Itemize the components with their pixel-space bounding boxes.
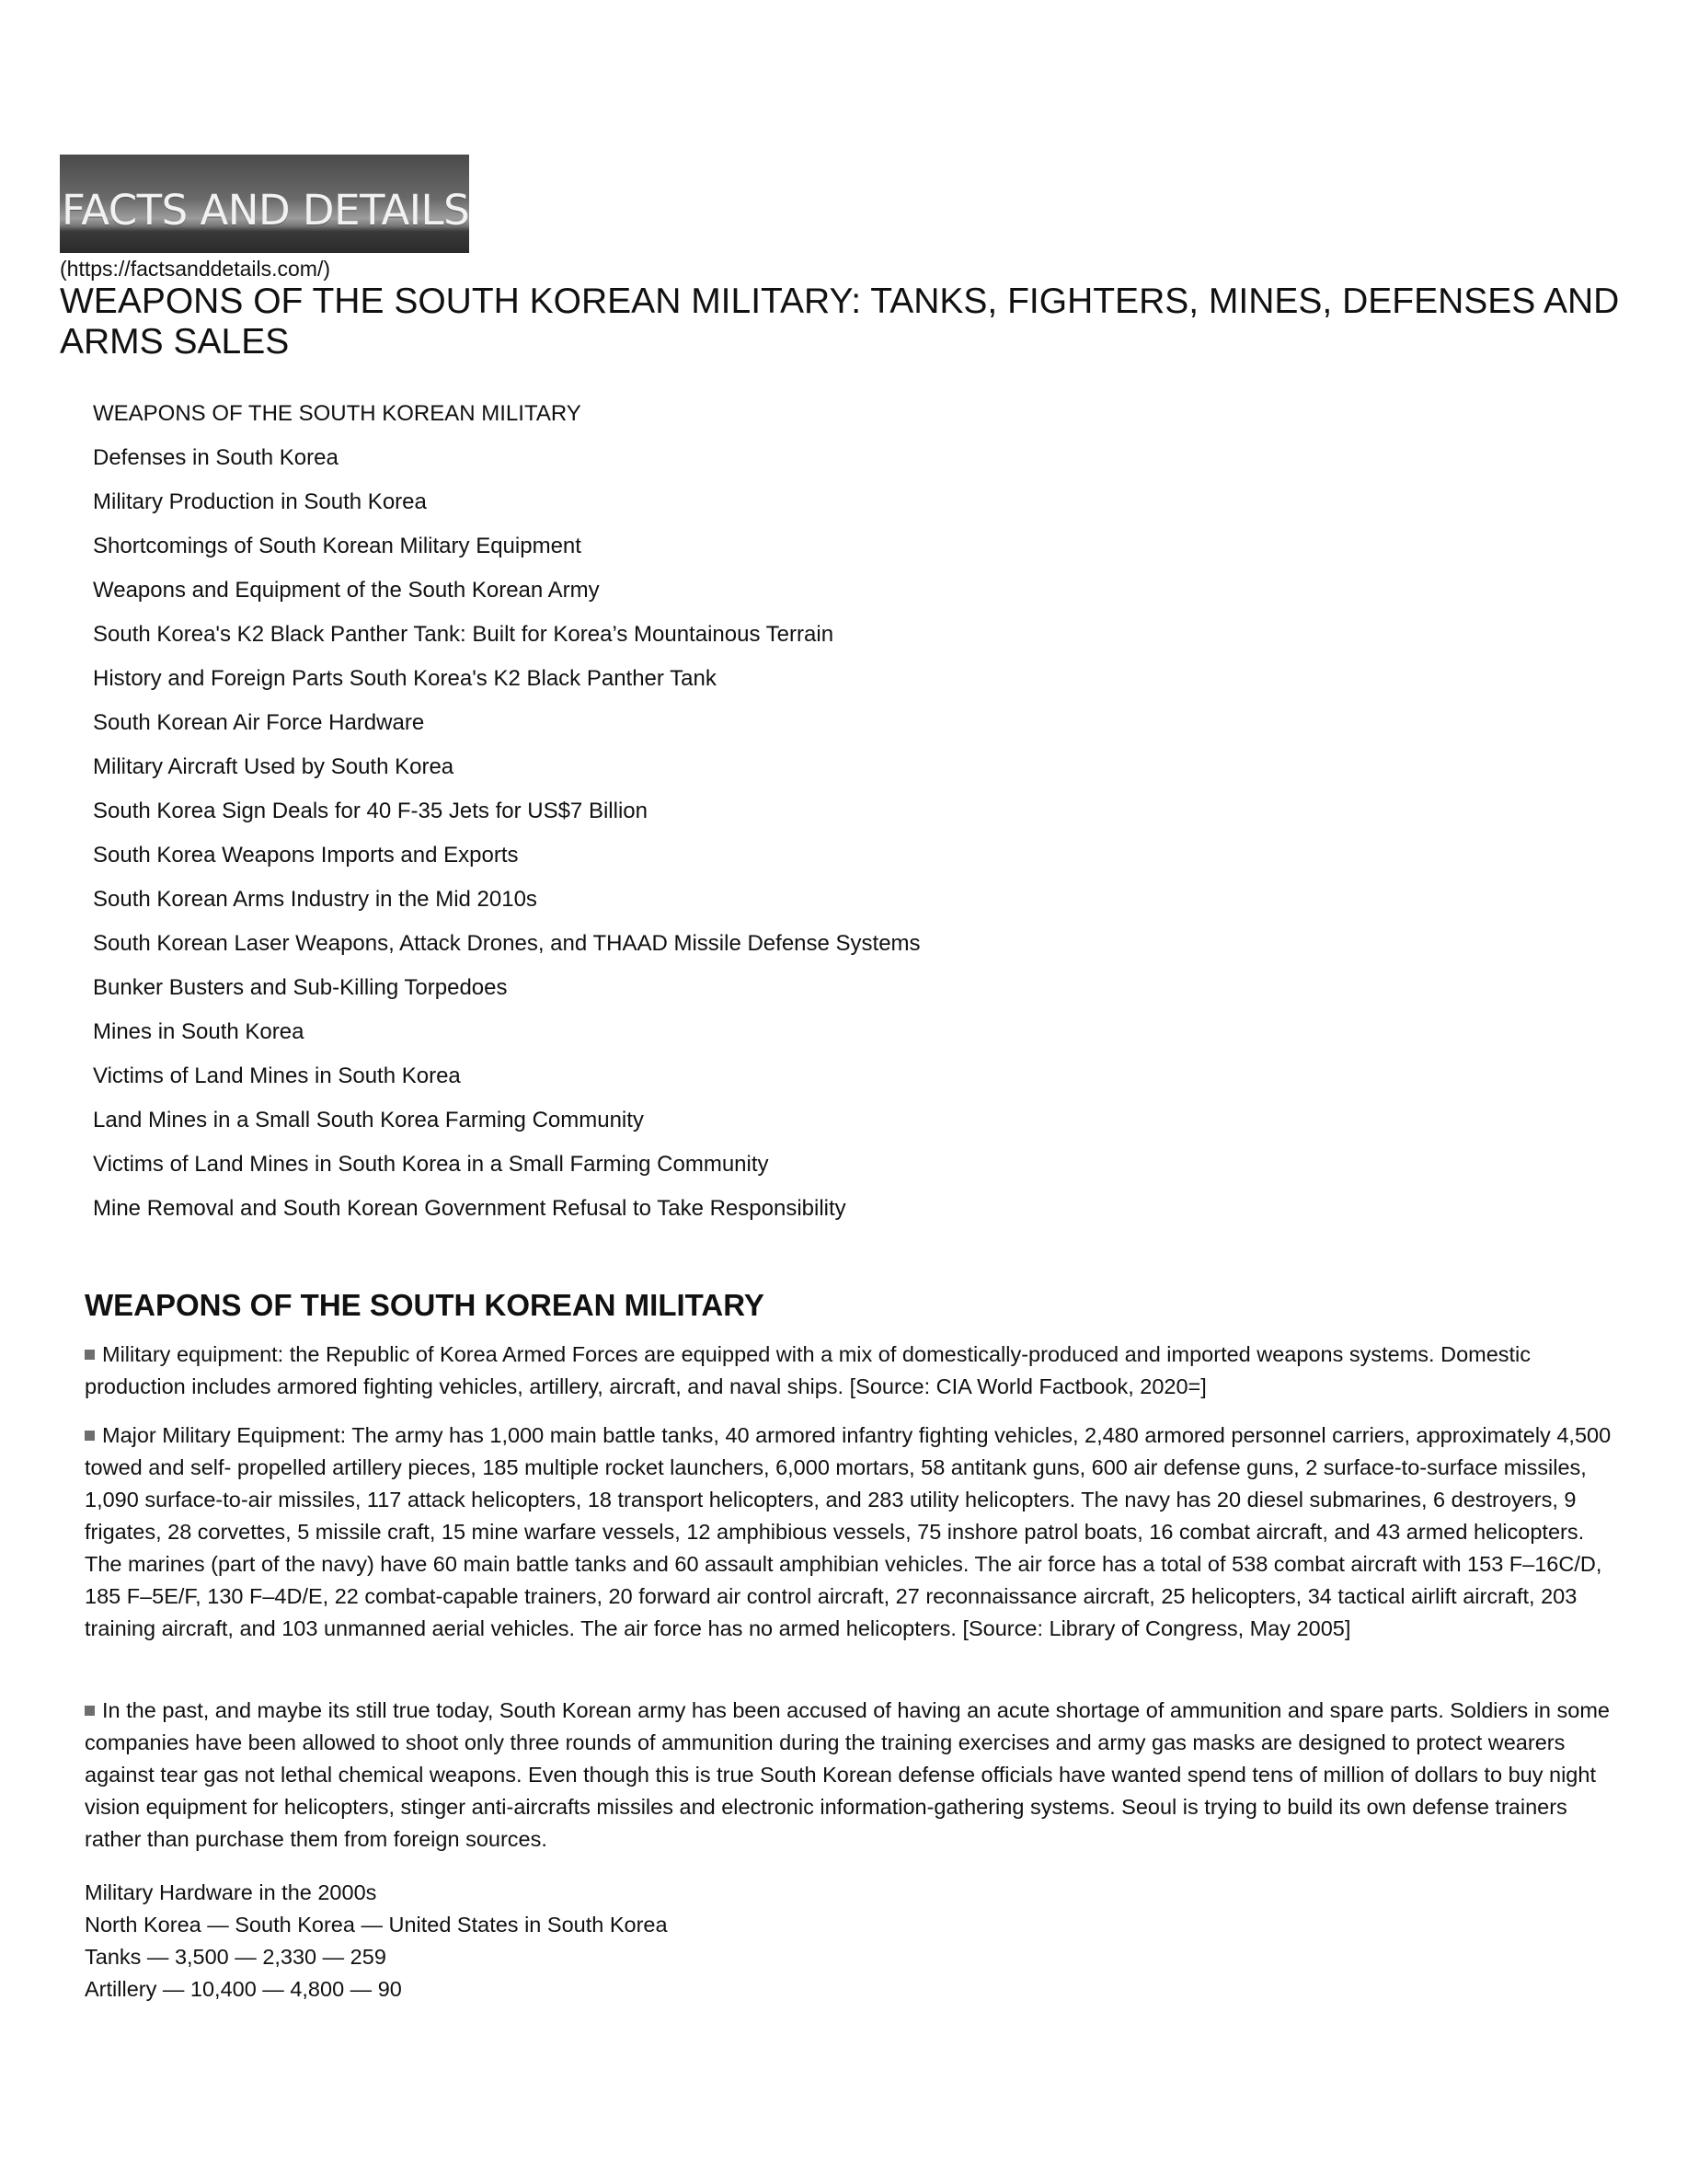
toc-item <box>93 796 921 840</box>
paragraph <box>85 1420 1612 1645</box>
toc-link[interactable]: Victims of Land Mines in South Korea <box>93 1063 461 1088</box>
page-title: WEAPONS OF THE SOUTH KOREAN MILITARY: TANKS, FIGHTERS, MINES, DEFENSES AND ARMS SALES <box>60 282 1620 362</box>
toc-link[interactable]: Defenses in South Korea <box>93 445 339 470</box>
toc-link[interactable]: South Korean Laser Weapons, Attack Drones, and THAAD Missile Defense Systems <box>93 931 921 956</box>
toc-item <box>93 443 921 487</box>
paragraph-text: Major Military Equipment: The army has 1,000 main battle tanks, 40 armored infantry fighting vehicles, 2,480 armored personnel carriers, approximately 4,500 towed and self- propelled artillery pieces, 185 multiple rocket launchers, 6,000 mortars, 58 antitank guns, 600 air defense guns, 2 surface-to-surface missiles, 1,090 surface-to-air missiles, 117 attack helicopters, 18 transport helicopters, and 283 utility helicopters. The navy has 20 diesel submarines, 6 destroyers, 9 frigates, 28 corvettes, 5 missile craft, 15 mine warfare vessels, 12 amphibious vessels, 75 inshore patrol boats, 16 combat aircraft, and 43 armed helicopters. The marines (part of the navy) have 60 main battle tanks and 60 assault amphibian vehicles. The air force has a total of 538 combat aircraft with 153 F–16C/D, 185 F–5E/F, 130 F–4D/E, 22 combat-capable trainers, 20 forward air control aircraft, 27 reconnaissance aircraft, 25 helicopters, 34 tactical airlift aircraft, 203 training aircraft, and 103 unmanned aerial vehicles. The air force has no armed helicopters. [Source: Library of Congress, May 2005] <box>85 1423 1612 1640</box>
toc-link[interactable]: Mine Removal and South Korean Government Refusal to Take Responsibility <box>93 1196 846 1221</box>
toc-item <box>93 487 921 531</box>
site-logo-text: FACTS AND DETAILS <box>62 186 470 235</box>
hardware-line: North Korea — South Korea — United States in South Korea <box>85 1913 668 1937</box>
toc-link[interactable]: Mines in South Korea <box>93 1019 304 1044</box>
paragraph <box>85 1695 1612 1856</box>
toc-link[interactable]: Shortcomings of South Korean Military Equipment <box>93 534 581 558</box>
square-bullet-icon <box>85 1350 95 1360</box>
toc-item <box>93 928 921 972</box>
toc-item <box>93 1105 921 1149</box>
toc-item <box>93 398 921 443</box>
square-bullet-icon <box>85 1706 95 1716</box>
section-heading: WEAPONS OF THE SOUTH KOREAN MILITARY <box>85 1288 764 1322</box>
toc-item <box>93 1061 921 1105</box>
hardware-line: Tanks — 3,500 — 2,330 — 259 <box>85 1945 386 1969</box>
toc-item <box>93 1017 921 1061</box>
paragraph-text: In the past, and maybe its still true today, South Korean army has been accused of having an acute shortage of ammunition and spare parts. Soldiers in some companies have been allowed to shoot only three rounds of ammunition during the training exercises and army gas masks are designed to protect wearers against tear gas not lethal chemical weapons. Even though this is true South Korean defense officials have wanted spend tens of million of dollars to buy night vision equipment for helicopters, stinger anti-aircrafts missiles and electronic information-gathering systems. Seoul is trying to build its own defense trainers rather than purchase them from foreign sources. <box>85 1698 1610 1851</box>
toc-link[interactable]: Land Mines in a Small South Korea Farming Community <box>93 1108 644 1132</box>
toc-item <box>93 619 921 663</box>
toc-item <box>93 752 921 796</box>
toc-item <box>93 840 921 884</box>
square-bullet-icon <box>85 1431 95 1441</box>
toc-link[interactable]: Victims of Land Mines in South Korea in a Small Farming Community <box>93 1152 769 1177</box>
toc-link[interactable]: South Korea Weapons Imports and Exports <box>93 843 519 868</box>
toc-item <box>93 663 921 707</box>
site-url-link[interactable]: (https://factsanddetails.com/) <box>60 257 331 281</box>
paragraph <box>85 1339 1612 1403</box>
site-logo-link[interactable] <box>60 155 469 253</box>
toc-link[interactable]: South Korea's K2 Black Panther Tank: Built for Korea’s Mountainous Terrain <box>93 622 834 647</box>
toc-link[interactable]: South Korea Sign Deals for 40 F-35 Jets for US$7 Billion <box>93 799 648 823</box>
toc-link[interactable]: Military Production in South Korea <box>93 489 427 514</box>
toc-item <box>93 531 921 575</box>
hardware-line: Artillery — 10,400 — 4,800 — 90 <box>85 1977 402 2001</box>
hardware-table <box>85 1877 668 2006</box>
toc-item <box>93 1193 921 1237</box>
toc-link[interactable]: History and Foreign Parts South Korea's K2 Black Panther Tank <box>93 666 717 691</box>
toc-link[interactable]: South Korean Arms Industry in the Mid 2010s <box>93 887 537 912</box>
toc-item <box>93 972 921 1017</box>
toc-item <box>93 707 921 752</box>
table-of-contents <box>93 398 921 1237</box>
paragraph-text: Military equipment: the Republic of Korea Armed Forces are equipped with a mix of domestically-produced and imported weapons systems. Domestic production includes armored fighting vehicles, artillery, aircraft, and naval ships. [Source: CIA World Factbook, 2020=] <box>85 1342 1532 1398</box>
toc-link[interactable]: WEAPONS OF THE SOUTH KOREAN MILITARY <box>93 401 581 426</box>
toc-link[interactable]: Bunker Busters and Sub-Killing Torpedoes <box>93 975 508 1000</box>
toc-link[interactable]: Weapons and Equipment of the South Korean Army <box>93 578 600 603</box>
hardware-line: Military Hardware in the 2000s <box>85 1880 377 1904</box>
toc-item <box>93 884 921 928</box>
toc-link[interactable]: South Korean Air Force Hardware <box>93 710 425 735</box>
toc-item <box>93 575 921 619</box>
toc-item <box>93 1149 921 1193</box>
toc-link[interactable]: Military Aircraft Used by South Korea <box>93 754 454 779</box>
